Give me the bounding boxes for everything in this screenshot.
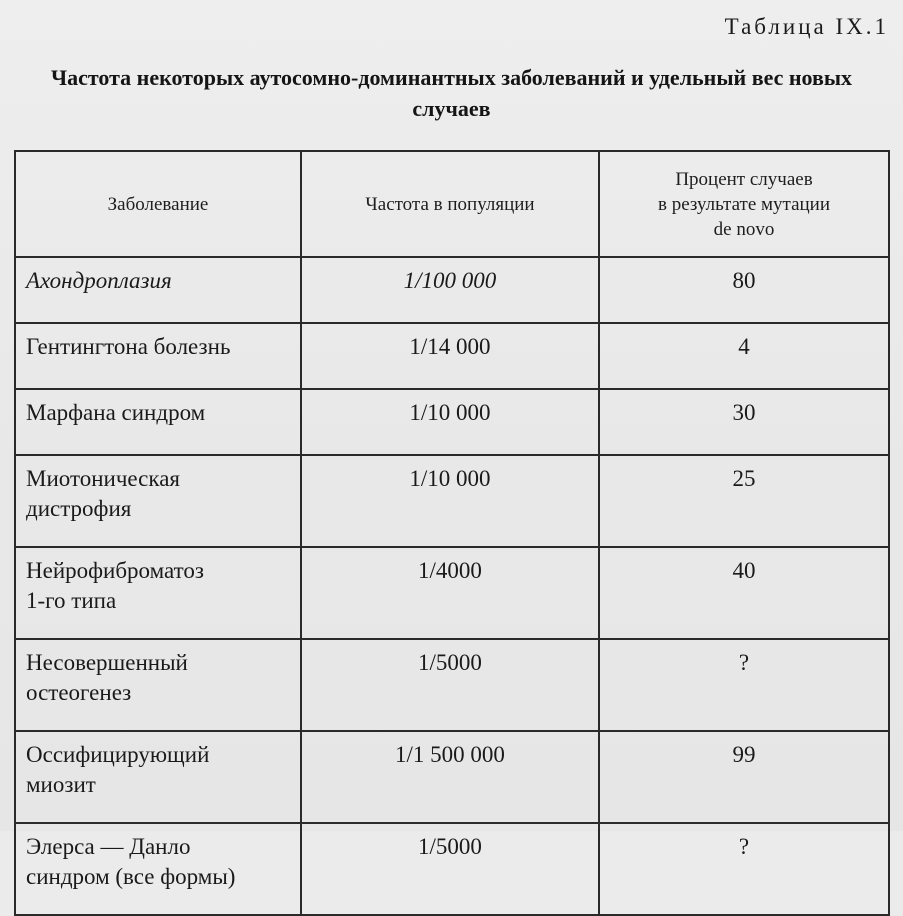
percent-cell: 99 xyxy=(599,731,889,823)
disease-cell: Марфана синдром xyxy=(15,389,301,455)
disease-cell: Несовершенный остеогенез xyxy=(15,639,301,731)
table-row xyxy=(15,639,889,731)
frequency-cell: 1/1 500 000 xyxy=(301,731,599,823)
percent-cell: 30 xyxy=(599,389,889,455)
disease-cell: Миотоническая дистрофия xyxy=(15,455,301,547)
disease-cell: Гентингтона болезнь xyxy=(15,323,301,389)
disease-cell: Оссифицирующий миозит xyxy=(15,731,301,823)
frequency-cell: 1/14 000 xyxy=(301,323,599,389)
disease-cell: Нейрофиброматоз 1-го типа xyxy=(15,547,301,639)
table-row xyxy=(15,389,889,455)
disease-frequency-table xyxy=(14,150,890,916)
frequency-cell: 1/4000 xyxy=(301,547,599,639)
table-row xyxy=(15,731,889,823)
header-frequency: Частота в популяции xyxy=(301,151,599,257)
percent-cell: 40 xyxy=(599,547,889,639)
header-disease: Заболевание xyxy=(15,151,301,257)
percent-cell: ? xyxy=(599,823,889,915)
percent-cell: 25 xyxy=(599,455,889,547)
table-label: Таблица IX.1 xyxy=(724,14,889,39)
percent-cell: 80 xyxy=(599,257,889,323)
frequency-cell: 1/5000 xyxy=(301,639,599,731)
table-row xyxy=(15,257,889,323)
table-row xyxy=(15,455,889,547)
frequency-cell: 1/10 000 xyxy=(301,389,599,455)
frequency-cell: 1/5000 xyxy=(301,823,599,915)
percent-cell: 4 xyxy=(599,323,889,389)
frequency-cell: 1/10 000 xyxy=(301,455,599,547)
table-row xyxy=(15,823,889,915)
frequency-cell: 1/100 000 xyxy=(301,257,599,323)
table-header-row xyxy=(15,151,889,257)
table-row xyxy=(15,323,889,389)
header-percent: Процент случаев в результате мутации de novo xyxy=(599,151,889,257)
percent-cell: ? xyxy=(599,639,889,731)
table-title: Частота некоторых аутосомно-доминантных заболеваний и удельный вес новых случаев xyxy=(50,65,853,121)
table-row xyxy=(15,547,889,639)
disease-cell: Ахондроплазия xyxy=(15,257,301,323)
disease-cell: Элерса — Данло синдром (все формы) xyxy=(15,823,301,915)
